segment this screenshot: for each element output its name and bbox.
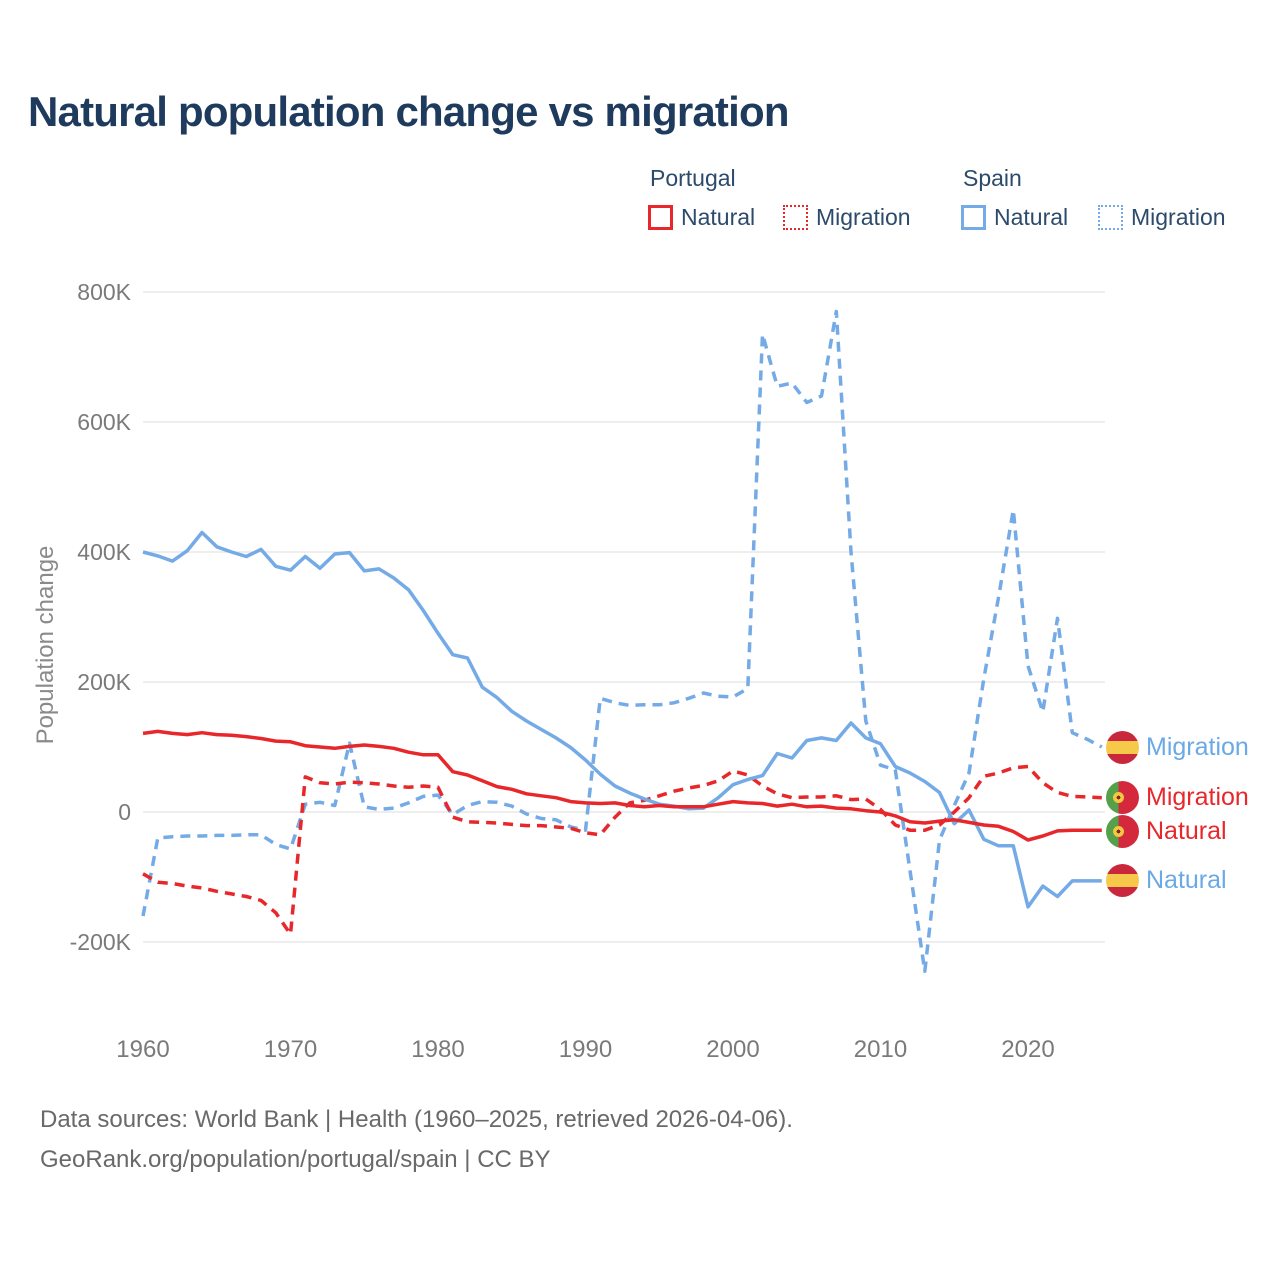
- end-label-spain-migration: [1106, 731, 1249, 764]
- x-tick-label-2000: 2000: [706, 1036, 760, 1063]
- end-label-spain-natural: [1106, 864, 1227, 897]
- spain-flag-icon: [1106, 731, 1139, 764]
- x-tick-label-1960: 1960: [116, 1036, 170, 1063]
- spain-flag-icon: [1106, 864, 1139, 897]
- x-tick-label-2020: 2020: [1001, 1036, 1055, 1063]
- portugal-natural-line: [143, 731, 1102, 840]
- y-tick-label-200K: 200K: [77, 669, 131, 695]
- y-tick-label-600K: 600K: [77, 409, 131, 435]
- legend-group-portugal-header: Portugal: [650, 165, 736, 191]
- end-label-text: Natural: [1146, 817, 1227, 845]
- page-title: Natural population change vs migration: [28, 88, 789, 135]
- spain-natural-line: [143, 533, 1102, 907]
- end-label-text: Migration: [1146, 783, 1249, 811]
- legend-group-spain-header: Spain: [963, 165, 1022, 191]
- footer-data-sources: Data sources: World Bank | Health (1960–2025, retrieved 2026-04-06).: [40, 1106, 793, 1133]
- x-tick-label-1990: 1990: [558, 1036, 613, 1063]
- legend-item-label: Natural: [994, 204, 1069, 230]
- end-label-text: Migration: [1146, 733, 1249, 761]
- y-tick-label--200K: -200K: [69, 929, 131, 955]
- footer-attribution[interactable]: GeoRank.org/population/portugal/spain | CC BY: [40, 1146, 551, 1173]
- y-axis-title: Population change: [32, 545, 59, 745]
- legend-item-label: Migration: [816, 204, 911, 230]
- x-tick-label-2010: 2010: [853, 1036, 908, 1063]
- y-tick-label-0: 0: [118, 799, 131, 825]
- end-label-portugal-natural: [1106, 815, 1227, 848]
- spain-migration-line: [143, 312, 1102, 972]
- portugal-migration-line: [143, 767, 1102, 935]
- portugal-flag-icon: [1106, 815, 1139, 848]
- x-tick-label-1980: 1980: [411, 1036, 465, 1063]
- end-label-portugal-migration: [1106, 781, 1249, 814]
- legend-item-label: Migration: [1131, 204, 1226, 230]
- portugal-flag-icon: [1106, 781, 1139, 814]
- y-tick-label-800K: 800K: [77, 279, 131, 305]
- y-tick-label-400K: 400K: [77, 539, 131, 565]
- end-label-text: Natural: [1146, 866, 1227, 894]
- legend-item-label: Natural: [681, 204, 756, 230]
- x-tick-label-1970: 1970: [263, 1036, 318, 1063]
